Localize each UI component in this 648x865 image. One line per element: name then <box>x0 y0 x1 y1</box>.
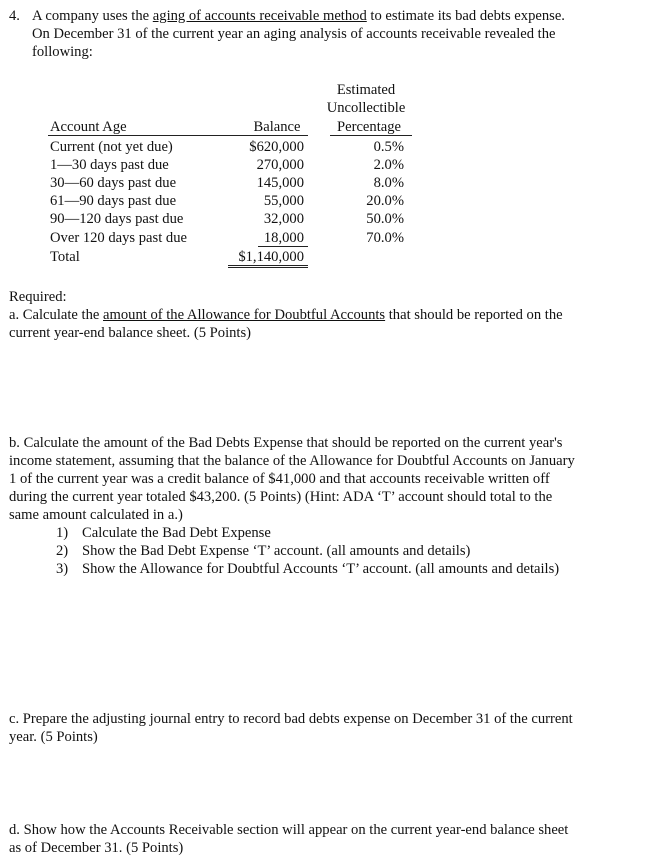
row-age: 61—90 days past due <box>50 193 177 209</box>
part-d-line: as of December 31. (5 Points) <box>9 840 184 856</box>
total-balance: $1,140,000 <box>238 249 304 265</box>
row-balance: 145,000 <box>256 175 304 191</box>
part-a-line-2: current year-end balance sheet. (5 Points) <box>9 325 252 341</box>
part-c-line: c. Prepare the adjusting journal entry to record bad debts expense on December 31 of the current <box>9 711 573 727</box>
question-line-2: On December 31 of the current year an aging analysis of accounts receivable revealed the <box>32 26 556 42</box>
part-b-line: b. Calculate the amount of the Bad Debts Expense that should be reported on the current year's <box>9 435 563 451</box>
header-rule-account-age <box>48 135 308 136</box>
row-balance: 55,000 <box>263 193 304 209</box>
part-c-line: year. (5 Points) <box>9 729 98 745</box>
row-balance: 32,000 <box>263 211 304 227</box>
part-a-underlined: amount of the Allowance for Doubtful Accounts <box>103 307 386 323</box>
total-rule-1 <box>228 265 308 266</box>
question-intro <box>32 7 565 25</box>
part-b-subitem-text: Show the Allowance for Doubtful Accounts ‘T’ account. (all amounts and details) <box>82 561 560 577</box>
intro-text-pre: A company uses the <box>32 8 153 24</box>
header-account-age: Account Age <box>50 119 127 135</box>
header-uncollectible: Uncollectible <box>326 100 406 116</box>
part-a-post: that should be reported on the <box>385 307 563 323</box>
row-balance: 18,000 <box>263 230 304 246</box>
header-percentage: Percentage <box>336 119 401 135</box>
row-age: Current (not yet due) <box>50 139 173 155</box>
row-percentage: 70.0% <box>366 230 404 246</box>
part-b-line: income statement, assuming that the balance of the Allowance for Doubtful Accounts on January <box>9 453 575 469</box>
row-percentage: 20.0% <box>366 193 404 209</box>
part-b-subitem-number: 1) <box>56 525 69 541</box>
row-age: 90—120 days past due <box>50 211 184 227</box>
part-b-subitem-number: 3) <box>56 561 69 577</box>
aging-method-link-text: aging of accounts receivable method <box>152 8 367 24</box>
part-b-line: same amount calculated in a.) <box>9 507 183 523</box>
intro-text-post: to estimate its bad debts expense. <box>366 8 565 24</box>
question-number: 4. <box>9 8 20 24</box>
row-balance: 270,000 <box>256 157 304 173</box>
row-percentage: 50.0% <box>366 211 404 227</box>
part-a-line-1 <box>9 306 563 324</box>
part-b-subitem-text: Show the Bad Debt Expense ‘T’ account. (all amounts and details) <box>82 543 471 559</box>
row-age: 1—30 days past due <box>50 157 169 173</box>
header-balance: Balance <box>253 119 301 135</box>
row-percentage: 8.0% <box>373 175 404 191</box>
row-balance: $620,000 <box>249 139 304 155</box>
row-percentage: 0.5% <box>373 139 404 155</box>
total-rule-2 <box>228 267 308 268</box>
part-a-pre: a. Calculate the <box>9 307 104 323</box>
part-b-subitem-number: 2) <box>56 543 69 559</box>
part-b-line: during the current year totaled $43,200. (5 Points) (Hint: ADA ‘T’ account should total to the <box>9 489 553 505</box>
part-b-line: 1 of the current year was a credit balance of $41,000 and that accounts receivable written off <box>9 471 550 487</box>
subtotal-rule <box>258 246 308 247</box>
part-d-line: d. Show how the Accounts Receivable section will appear on the current year-end balance sheet <box>9 822 569 838</box>
part-b-subitem-text: Calculate the Bad Debt Expense <box>82 525 271 541</box>
question-line-3: following: <box>32 44 93 60</box>
row-age: Over 120 days past due <box>50 230 187 246</box>
header-estimated: Estimated <box>336 82 396 98</box>
total-label: Total <box>50 249 80 265</box>
row-age: 30—60 days past due <box>50 175 177 191</box>
header-rule-percentage <box>330 135 412 136</box>
required-heading: Required: <box>9 289 67 305</box>
row-percentage: 2.0% <box>373 157 404 173</box>
